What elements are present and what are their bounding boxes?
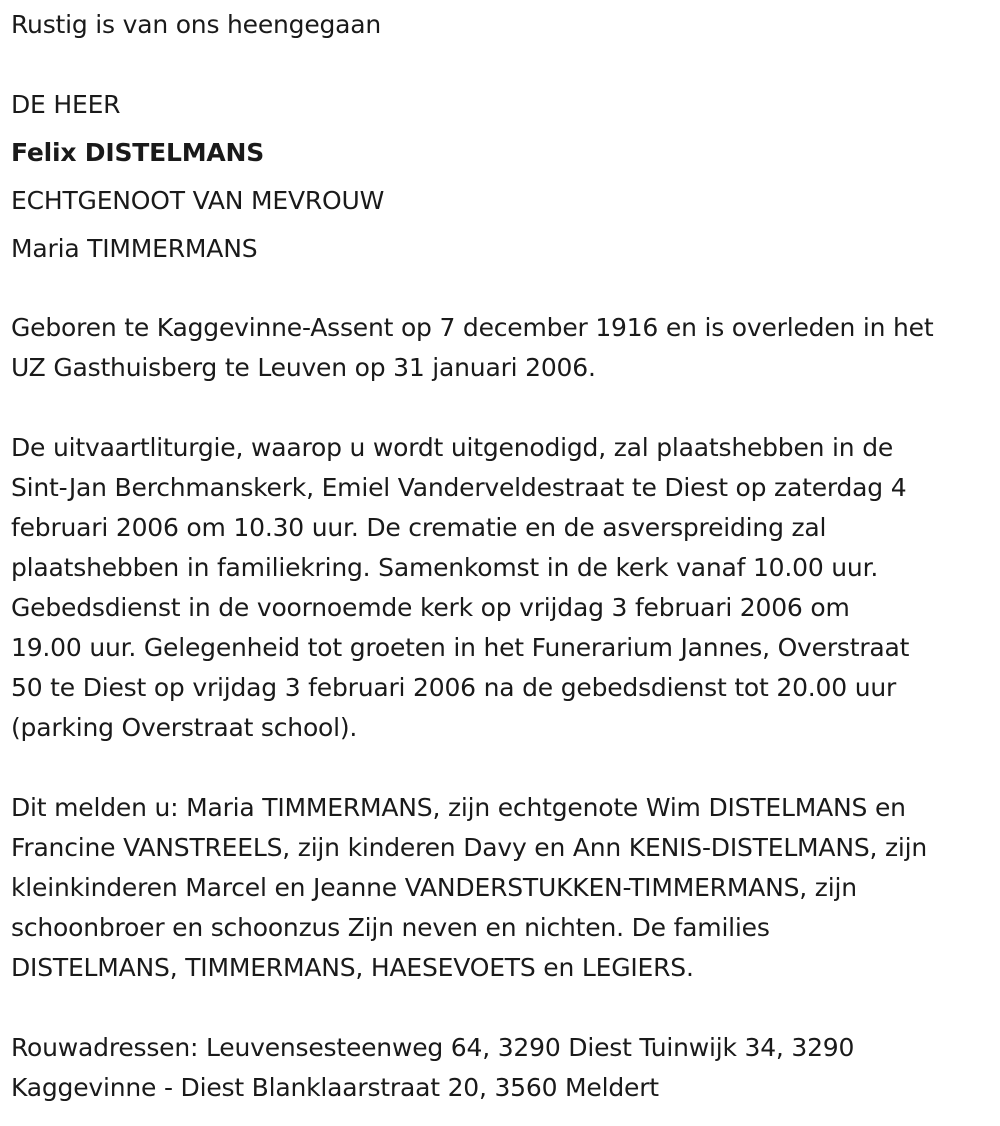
liturgy-line: plaatshebben in familiekring. Samenkomst in de kerk vanaf 10.00 uur. [11,553,879,582]
liturgy-line: 50 te Diest op vrijdag 3 februari 2006 na de gebedsdienst tot 20.00 uur [11,673,897,702]
obituary-notice [11,0,996,1108]
notified-by-line: DISTELMANS, TIMMERMANS, HAESEVOETS en LEGIERS. [11,953,694,982]
address-line: Kaggevinne - Diest Blanklaarstraat 20, 3560 Meldert [11,1073,659,1102]
notified-by-line: schoonbroer en schoonzus Zijn neven en nichten. De families [11,913,770,942]
notified-by-line: kleinkinderen Marcel en Jeanne VANDERSTUKKEN-TIMMERMANS, zijn [11,873,857,902]
spouse-name: Maria TIMMERMANS [11,234,258,263]
liturgy-line: Sint-Jan Berchmanskerk, Emiel Vanderveldestraat te Diest op zaterdag 4 [11,473,907,502]
intro-text: Rustig is van ons heengegaan [11,10,382,39]
title-prefix: DE HEER [11,90,121,119]
birth-death-line: Geboren te Kaggevinne-Assent op 7 december 1916 en is overleden in het [11,313,934,342]
liturgy-line: De uitvaartliturgie, waarop u wordt uitgenodigd, zal plaatshebben in de [11,433,894,462]
liturgy-paragraph [11,428,996,748]
birth-death-paragraph [11,308,996,388]
addresses-paragraph [11,1028,996,1108]
birth-death-line: UZ Gasthuisberg te Leuven op 31 januari 2006. [11,353,596,382]
liturgy-line: 19.00 uur. Gelegenheid tot groeten in het Funerarium Jannes, Overstraat [11,633,910,662]
spouse-label: ECHTGENOOT VAN MEVROUW [11,186,385,215]
deceased-name: Felix DISTELMANS [11,138,265,167]
liturgy-line: (parking Overstraat school). [11,713,358,742]
notified-by-paragraph [11,788,996,988]
liturgy-line: februari 2006 om 10.30 uur. De crematie en de asverspreiding zal [11,513,827,542]
address-line: Rouwadressen: Leuvensesteenweg 64, 3290 Diest Tuinwijk 34, 3290 [11,1033,855,1062]
notified-by-line: Francine VANSTREELS, zijn kinderen Davy en Ann KENIS-DISTELMANS, zijn [11,833,928,862]
liturgy-line: Gebedsdienst in de voornoemde kerk op vrijdag 3 februari 2006 om [11,593,850,622]
notified-by-line: Dit melden u: Maria TIMMERMANS, zijn echtgenote Wim DISTELMANS en [11,793,906,822]
